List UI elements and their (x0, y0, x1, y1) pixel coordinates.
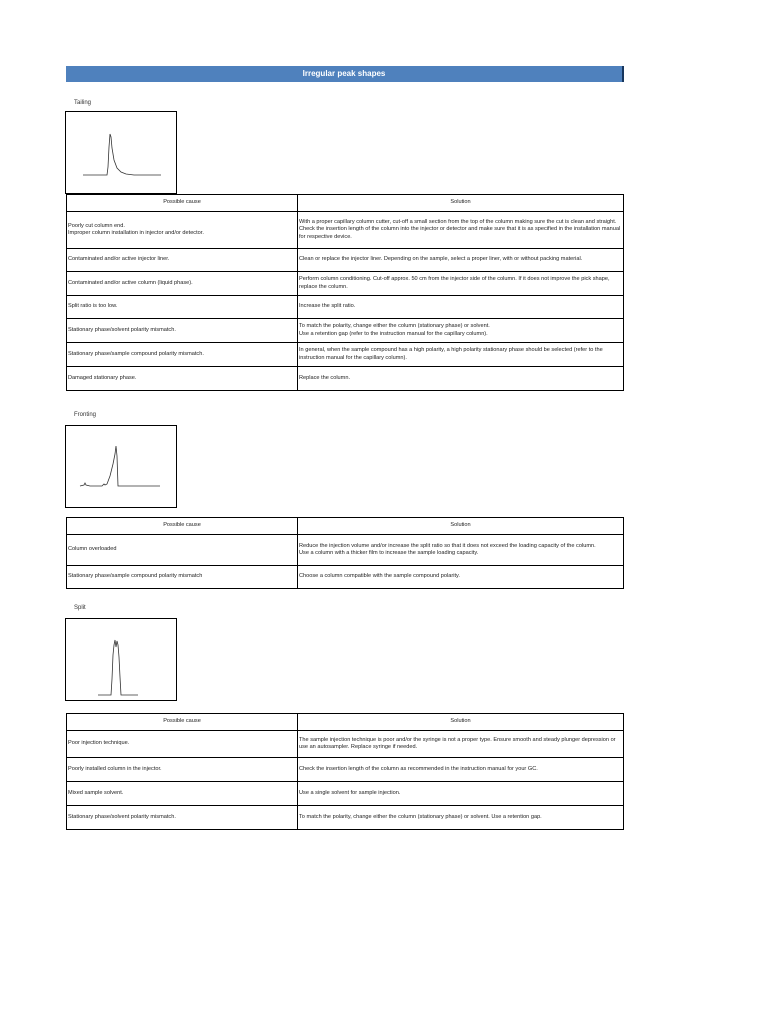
header-possible-cause: Possible cause (67, 714, 298, 731)
cause-text: Stationary phase/sample compound polarity mismatch. (68, 350, 204, 357)
header-possible-cause: Possible cause (67, 518, 298, 535)
cause-cell (67, 272, 298, 296)
solution-text: Use a column with a thicker film to increase the sample loading capacity. (299, 550, 479, 556)
cause-cell (67, 758, 298, 782)
fronting-table (66, 517, 624, 589)
cause-text: Mixed sample solvent. (68, 789, 124, 796)
cause-text: Poor injection technique. (68, 740, 130, 747)
solution-text: Perform column conditioning. Cut-off approx. 50 cm from the injector side of the column. If it does not improve the pick shape, replace the column. (299, 276, 610, 290)
section-label-split: Split (74, 605, 86, 611)
solution-text: Reduce the injection volume and/or increase the split ratio so that it does not exceed the loading capacity of the column. (299, 542, 596, 549)
table-row (67, 731, 624, 758)
solution-text: Increase the split ratio. (299, 303, 356, 310)
table-row (67, 319, 624, 343)
solution-cell (298, 343, 624, 367)
split-peak-chart (65, 618, 177, 701)
cause-text: Stationary phase/sample compound polarity mismatch (68, 573, 203, 580)
tailing-peak-icon (66, 112, 178, 195)
cause-cell (67, 249, 298, 272)
cause-cell (67, 296, 298, 319)
solution-text: Replace the column. (299, 374, 350, 381)
solution-cell (298, 566, 624, 589)
fronting-peak-chart (65, 425, 177, 508)
solution-text: In general, when the sample compound has a high polarity, a high polarity stationary phase should be selected (refer to the instruction manual for the capillary column). (299, 347, 603, 361)
solution-text: Use a single solvent for sample injection. (299, 789, 401, 796)
table-row (67, 212, 624, 249)
table-row (67, 249, 624, 272)
cause-text: Stationary phase/solvent polarity mismatch. (68, 813, 176, 820)
cause-text: Damaged stationary phase. (68, 374, 137, 381)
section-label-tailing: Tailing (74, 100, 92, 106)
section-label-fronting: Fronting (74, 412, 97, 418)
table-row (67, 535, 624, 566)
cause-cell (67, 367, 298, 391)
solution-cell (298, 367, 624, 391)
cause-cell (67, 731, 298, 758)
solution-text: The sample injection technique is poor and/or the syringe is not a proper type. Ensure smooth and steady plunger depression or use an autosampler. Replace syringe if needed. (299, 736, 616, 750)
solution-text: Choose a column compatible with the sample compound polarity. (299, 573, 460, 580)
solution-cell (298, 296, 624, 319)
page-title: Irregular peak shapes (66, 66, 624, 82)
header-solution: Solution (298, 195, 624, 212)
solution-cell (298, 249, 624, 272)
solution-text: To match the polarity, change either the column (stationary phase) or solvent. Use a retention gap. (299, 813, 542, 820)
cause-text: Contaminated and/or active injector liner. (68, 256, 170, 263)
cause-cell (67, 566, 298, 589)
split-peak-icon (66, 619, 178, 702)
cause-cell (67, 212, 298, 249)
cause-text: Stationary phase/solvent polarity mismatch. (68, 326, 176, 333)
solution-text: Use a retention gap (refer to the instruction manual for the capillary column). (299, 330, 488, 337)
cause-cell (67, 319, 298, 343)
solution-text: To match the polarity, change either the column (stationary phase) or solvent. (299, 323, 490, 330)
header-possible-cause: Possible cause (67, 195, 298, 212)
table-row (67, 343, 624, 367)
cause-text: Improper column installation in injector and/or detector. (68, 230, 204, 236)
tailing-table (66, 194, 624, 391)
cause-text: Poorly cut column end. (68, 222, 125, 229)
table-row (67, 758, 624, 782)
table-row (67, 367, 624, 391)
table-row (67, 782, 624, 806)
header-solution: Solution (298, 518, 624, 535)
cause-text: Split ratio is too low. (68, 303, 118, 310)
solution-text: Check the insertion length of the column into the injector or detector and make sure that it is as specified in the installation manual for respective device. (299, 226, 621, 240)
solution-cell (298, 319, 624, 343)
solution-text: With a proper capillary column cutter, cut-off a small section from the top of the column making sure the cut is clean and straight. (299, 218, 617, 225)
table-header-row (67, 714, 624, 731)
table-header-row (67, 518, 624, 535)
tailing-peak-chart (65, 111, 177, 194)
solution-cell (298, 535, 624, 566)
cause-text: Contaminated and/or active column (liquid phase). (68, 279, 193, 286)
cause-text: Column overloaded (68, 546, 117, 553)
fronting-peak-icon (66, 426, 178, 509)
solution-cell (298, 782, 624, 806)
solution-text: Check the insertion length of the column as recommended in the instruction manual for your GC. (299, 765, 538, 772)
cause-text: Poorly installed column in the injector. (68, 765, 162, 772)
table-row (67, 806, 624, 830)
cause-cell (67, 806, 298, 830)
solution-cell (298, 212, 624, 249)
table-row (67, 566, 624, 589)
solution-text: Clean or replace the injector liner. Depending on the sample, select a proper liner, with or without packing material. (299, 256, 583, 263)
cause-cell (67, 343, 298, 367)
table-row (67, 272, 624, 296)
solution-cell (298, 731, 624, 758)
cause-cell (67, 535, 298, 566)
table-header-row (67, 195, 624, 212)
solution-cell (298, 758, 624, 782)
split-table (66, 713, 624, 830)
cause-cell (67, 782, 298, 806)
header-solution: Solution (298, 714, 624, 731)
table-row (67, 296, 624, 319)
solution-cell (298, 806, 624, 830)
solution-cell (298, 272, 624, 296)
